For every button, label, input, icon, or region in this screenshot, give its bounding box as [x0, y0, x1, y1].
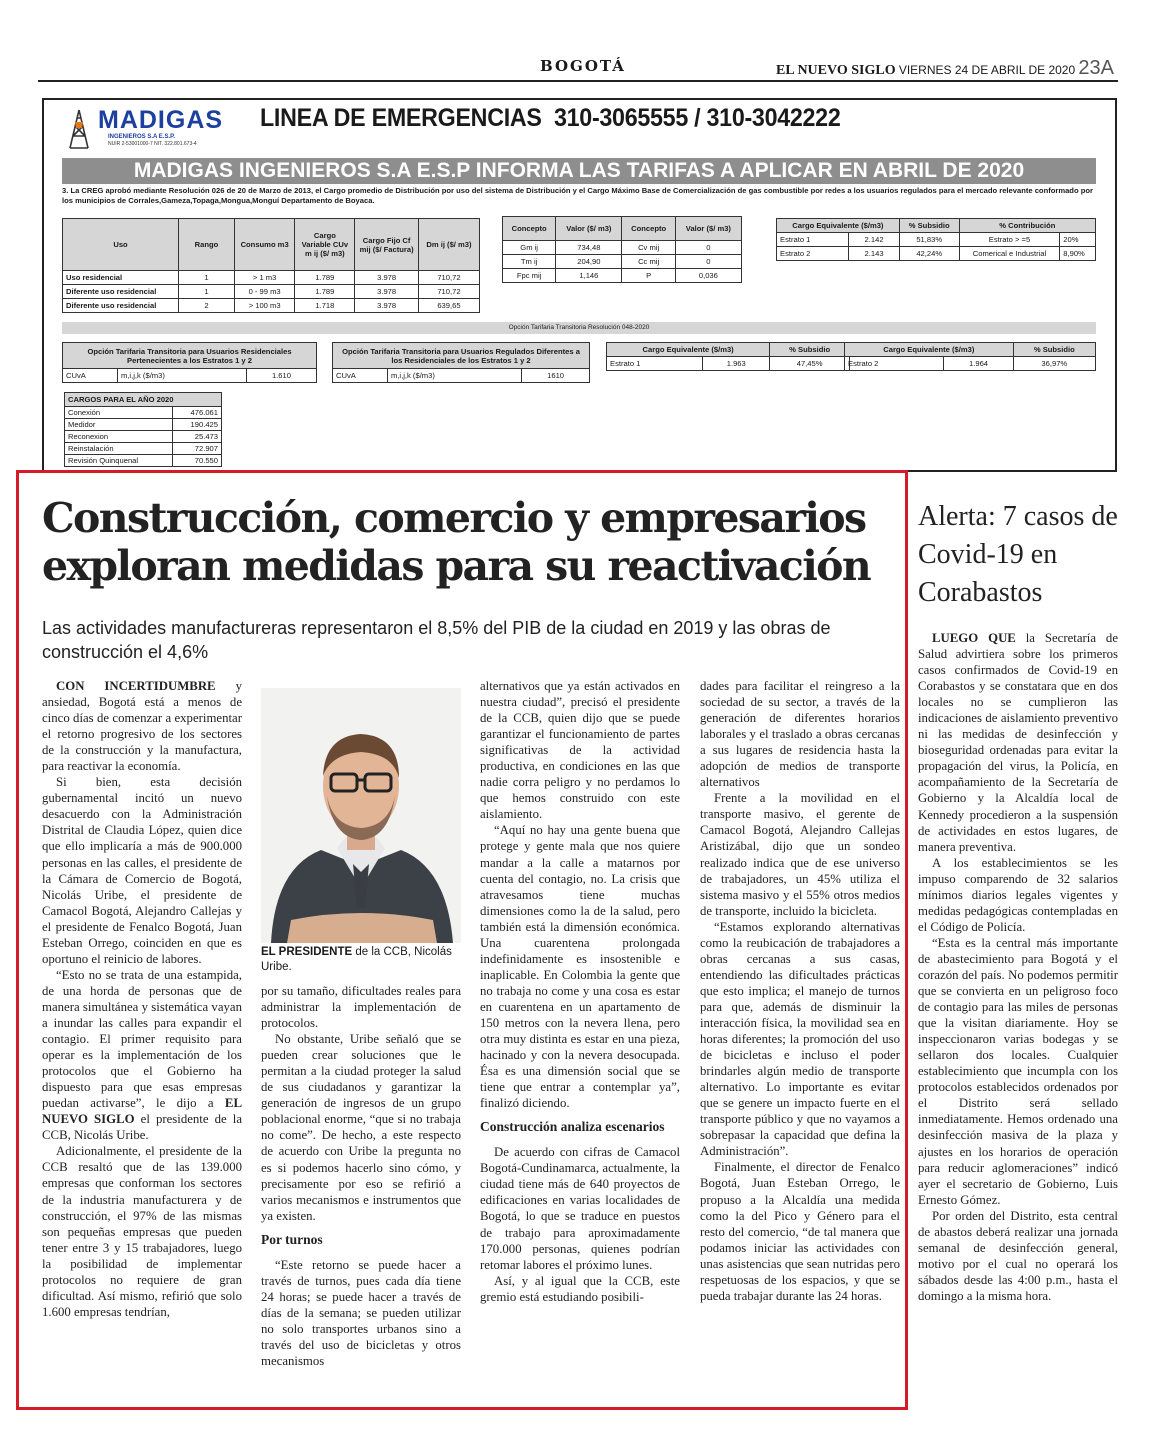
nicolas-uribe-portrait [261, 688, 461, 943]
article-column-2: por su tamaño, dificultades reales para administrar la implementación de protocolos. No obstante, Uribe señaló que se pueden crear soluciones que le permitan a la ciudad proteger la salud de sus ciudadanos y garantizar la generación de ingresos de un grupo poblacional enorme, “que si no trabaja no come”. De hecho, a este respecto de acuerdo con Uribe la pregunta no es si podemos hacerlo sino cómo, y precisamente por eso se refirió a varios mecanismos e instrumentos que ya existen. Por turnos “Este retorno se puede hacer a través de turnos, pues cada día tiene 24 horas; se puede hacer a través de días de la semana; se pueden utilizar no solo transportes urbanos sino a través del uso de bicicletas y otros mecanismos [261, 984, 461, 1368]
table-row: Estrato 2 2.143 42,24% Comerical e Industrial 8,90% [777, 247, 1096, 261]
article-subhead: Las actividades manufactureras representaron el 8,5% del PIB de la ciudad en 2019 y las obras de construcción el 4,6% [42, 618, 831, 662]
logo-subtitle: INGENIEROS S.A E.S.P. [108, 134, 176, 140]
transitory-option-residential: Opción Tarifaria Transitoria para Usuarios Residenciales Pertenecientes a los Estratos 1 y 2 CUvA m,i,j,k ($/m3) 1.610 [62, 342, 317, 383]
table-row: Tm ij 204,90 Cc mij 0 [503, 255, 742, 269]
masthead [776, 57, 1114, 80]
subheading-construccion: Construcción analiza escenarios [480, 1119, 665, 1135]
creg-note: 3. La CREG aprobó mediante Resolución 026 de 20 de Marzo de 2013, el Cargo promedio de Distribución por uso del sistema de Distribución y el Cargo Máximo Base de Comercialización de gas combustible por redes a los usuarios regulados para el mercado relevante conformado por los municipios de Corrales,Gameza,Topaga,Mongua,Monguí Departamento de Boyaca. [62, 186, 1093, 205]
table-row: Estrato 2 1.964 36,97% [845, 357, 1096, 371]
tariff-banner: MADIGAS INGENIEROS S.A E.S.P INFORMA LAS TARIFAS A APLICAR EN ABRIL DE 2020 [62, 158, 1096, 184]
concepts-table: Concepto Valor ($/ m3) Concepto Valor ($/ m3) Gm ij 734,48 Cv mij 0 Tm ij 204,90 Cc mij 0 Fpc mij 1,146 P 0,036 [502, 216, 742, 283]
portrait-photo [261, 688, 461, 943]
sidebar-headline: Alerta: 7 casos de Covid-19 en Corabastos [918, 501, 1118, 608]
emergency-line: LINEA DE EMERGENCIAS 310-3065555 / 310-3042222 [260, 104, 841, 132]
newspaper-name: EL NUEVO SIGLO [776, 63, 896, 78]
madigas-logo [64, 108, 244, 152]
table-row: Conexión 476.061 [65, 407, 222, 419]
table-row: Fpc mij 1,146 P 0,036 [503, 269, 742, 283]
charges-2020-table: CARGOS PARA EL AÑO 2020 Conexión 476.061 Medidor 190.425 Reconexion 25.473 Reinstalación 72.907 Revisión Quinquenal 70.550 [64, 392, 222, 467]
newspaper-mention: EL NUEVO SIGLO [42, 1096, 242, 1127]
table-row: Revisión Quinquenal 70.550 [65, 455, 222, 467]
tariff-header: Consumo m3 [234, 219, 295, 271]
table-row: Diferente uso residencial 2 > 100 m3 1.718 3.978 639,65 [63, 299, 480, 313]
sidebar-body: LUEGO QUE la Secretaría de Salud advirtiera sobre los primeros casos confirmados de Covid-19 en Corabastos y se constatara que en dos locales no se cumplieron las indicaciones de aislamiento preventivo ni las medidas de desinfección y bioseguridad ordenadas para evitar la propagación del virus, la Policía, en acompañamiento de la Secretaría de Gobierno y la Alcaldía local de Kennedy procedieron a la suspensión de actividades en estos lugares, de manera preventiva. A los establecimientos se les impuso comparendo de 32 salarios mínimos diarios legales vigentes y medidas pedagógicas contempladas en el Código de Policía. “Esta es la central más importante de abastecimiento para Bogotá y el corazón del país. No podemos permitir que se convierta en un peligroso foco de contagio para las miles de personas que la visitan diariamente. Hoy se inspeccionaron varias bodegas y se sellaron dos locales. Cualquier establecimiento que incumpla con los protocolos establecidos ordenados por el Distrito será sellado inmediatamente. Hemos ordenado una desinfección masiva de la plaza y ajustes en los horarios de operación para reducir aglomeraciones” indicó ayer el secretario de Gobierno, Luis Ernesto Gómez. Por orden del Distrito, esta central de abastos deberá realizar una jornada semanal de desinfección general, motivo por el cual no operará los sábados desde las 4:00 p.m., hasta el domingo a la misma hora. [918, 631, 1119, 1303]
logo-name: MADIGAS [98, 106, 224, 134]
page-number: 23A [1078, 57, 1114, 79]
table-row: Reconexion 25.473 [65, 431, 222, 443]
tariff-header: Rango [179, 219, 235, 271]
transitory-option-divider: Opción Tarifaria Transitoria Resolución 048-2020 [62, 322, 1096, 334]
table-row: Medidor 190.425 [65, 419, 222, 431]
header-rule [38, 80, 1118, 82]
article-column-4: dades para facilitar el reingreso a la sociedad de su sector, a través de la generación de diferentes horarios laborales y el traslado a obras cercanas a sus lugares de residencia hasta la adopción de medios de transporte alternativos Frente a la movilidad en el transporte masivo, el gerente de Camacol Bogotá, Alejandro Callejas Aristizábal, dijo que un sondeo realizado indica que de ese universo de trabajadores, un 45% utiliza el sistema masivo y el 55% otros medios de transporte, incluido la bicicleta. “Estamos explorando alternativas como la reubicación de trabajadores a obras cercanas a sus casas, entendiendo las dificultades prácticas que esto implica; el manejo de turnos para que, además de disminuir la interacción física, la movilidad sea en horas diferentes; la promoción del uso de bicicletas e incluso el poder brindarles algún medio de transporte alternativo. Lo importante es evitar que se genere un impacto fuerte en el transporte público y que no vayamos a sobrepasar la capacidad que defina la Administración”. Finalmente, el director de Fenalco Bogotá, Juan Esteban Orrego, le propuso a la Alcaldía una medida como la del Pico y Género para el resto del comercio, “de tal manera que podamos iniciar las actividades con unas asistencias que sean nutridas pero respetuosas de los espacios, y que se pueda trabajar durante las 24 horas. [700, 679, 900, 1303]
table-row: Uso residencial 1 > 1 m3 1.789 3.978 710,72 [63, 271, 480, 285]
equivalent-charge-estrato-1: Cargo Equivalente ($/m3) % Subsidio Estrato 1 1.963 47,45% [606, 342, 850, 371]
table-row: CUvA m,i,j,k ($/m3) 1.610 [63, 369, 317, 383]
lead-in: CON INCERTIDUMBRE [56, 679, 216, 693]
transitory-option-non-residential: Opción Tarifaria Transitoria para Usuarios Regulados Diferentes a los Residenciales de los Estratos 1 y 2 CUvA m,i,j,k ($/m3) 1610 [332, 342, 590, 383]
photo-caption: EL PRESIDENTE de la CCB, Nicolás Uribe. [261, 946, 452, 973]
table-row: Diferente uso residencial 1 0 - 99 m3 1.789 3.978 710,72 [63, 285, 480, 299]
tariff-table [62, 218, 480, 313]
article-headline: Construcción, comercio y empresarios exploran medidas para su reactivación [42, 494, 871, 590]
article-column-3: alternativos que ya están activados en nuestra ciudad”, precisó el presidente de la CCB, quien dijo que se puede garantizar el funcionamiento de partes significativas de la actividad productiva, en condiciones en las que nadie corra peligro y no perdamos lo que hemos construido con este aislamiento. “Aquí no hay una gente buena que protege y gente mala que nos quiere mandar a la calle a matarnos por cuenta del contagio, no. La crisis que atravesamos tiene muchas dimensiones como la de la salud, pero también está la dimensión económica. Una cuarentena prolongada indefinidamente es insostenible e inaplicable. En Colombia la gente que no trabaja no come y una cosa es estar en cuarentena en un apartamento de 150 metros con la nevera llena, pero otra muy distinta es estar en una pieza, hacinado y con la nevera desocupada. Ésa es una dimensión social que se tiene que entrar a contemplar ya”, finalizó diciendo. Construcción analiza escenarios De acuerdo con cifras de Camacol Bogotá-Cundinamarca, actualmente, la ciudad tiene más de 640 proyectos de edificaciones en varias localidades de Bogotá, lo que se traduce en puestos de trabajo para aproximadamente 170.000 personas, quienes podrían retomar labores el próximo lunes. Así, y al igual que la CCB, este gremio está estudiando posibili- [480, 679, 680, 1304]
table-row: Reinstalación 72.907 [65, 443, 222, 455]
subsidy-table: Cargo Equivalente ($/m3) % Subsidio % Contribución Estrato 1 2.142 51,83% Estrato > =5 20% Estrato 2 2.143 42,24% Comerical e Industrial 8,90% [776, 218, 1096, 261]
article-column-1: CON INCERTIDUMBRE y ansiedad, Bogotá está a menos de cinco días de comenzar a experimentar el retorno progresivo de los sectores de la construcción y la manufactura, para reactivar la economía. Si bien, esta decisión gubernamental incitó un nuevo desacuerdo con la Administración Distrital de Claudia López, quien dice que ello implicaría a más de 900.000 personas en las calles, el presidente de la Cámara de Comercio de Bogotá, Nicolás Uribe, el presidente de Camacol Bogotá, Alejandro Callejas y el presidente de Fenalco Bogotá, Juan Esteban Orrego, coinciden en que es oportuno el reinicio de labores. “Esto no se trata de una estampida, de una horda de personas que de manera simultánea y sistemática vayan a inundar las calles para expandir el contagio. El primer requisito para operar es la implementación de los protocolos que el Gobierno ha dispuesto para que esas empresas puedan activarse”, le dijo a EL NUEVO SIGLO el presidente de la CCB, Nicolás Uribe. Adicionalmente, el presidente de la CCB resaltó que de las 139.000 empresas que conforman los sectores de la industria manufacturera y de construcción, el 97% de las mismas son pequeñas empresas que pueden tener entre 3 y 15 trabajadores, luego la posibilidad de implementar protocolos no requiere de gran dificultad. Así mismo, refirió que solo 1.600 empresas tendrían, [42, 679, 242, 1319]
section-label: BOGOTÁ [540, 57, 626, 75]
tariff-header: Uso [63, 219, 179, 271]
oil-derrick-icon [66, 108, 92, 150]
table-row: CUvA m,i,j,k ($/m3) 1610 [333, 369, 590, 383]
table-row: Gm ij 734,48 Cv mij 0 [503, 241, 742, 255]
tariff-header: Cargo Fijo Cf mij ($/ Factura) [355, 219, 419, 271]
table-row: Estrato 1 2.142 51,83% Estrato > =5 20% [777, 233, 1096, 247]
equivalent-charge-estrato-2: Cargo Equivalente ($/m3) % Subsidio Estrato 2 1.964 36,97% [844, 342, 1096, 371]
subheading-por-turnos: Por turnos [261, 1231, 323, 1247]
tariff-header: Dm ij ($/ m3) [418, 219, 479, 271]
madigas-advertisement [42, 98, 1117, 472]
tariff-header: Cargo Variable CUv m ij ($/ m3) [295, 219, 355, 271]
logo-nit: NUIR 2-53001000-7 NIT. 322.801.673-4 [108, 141, 197, 147]
sidebar-lead-in: LUEGO QUE [932, 631, 1016, 645]
issue-date: VIERNES 24 DE ABRIL DE 2020 [898, 63, 1076, 77]
table-row: Estrato 1 1.963 47,45% [607, 357, 850, 371]
